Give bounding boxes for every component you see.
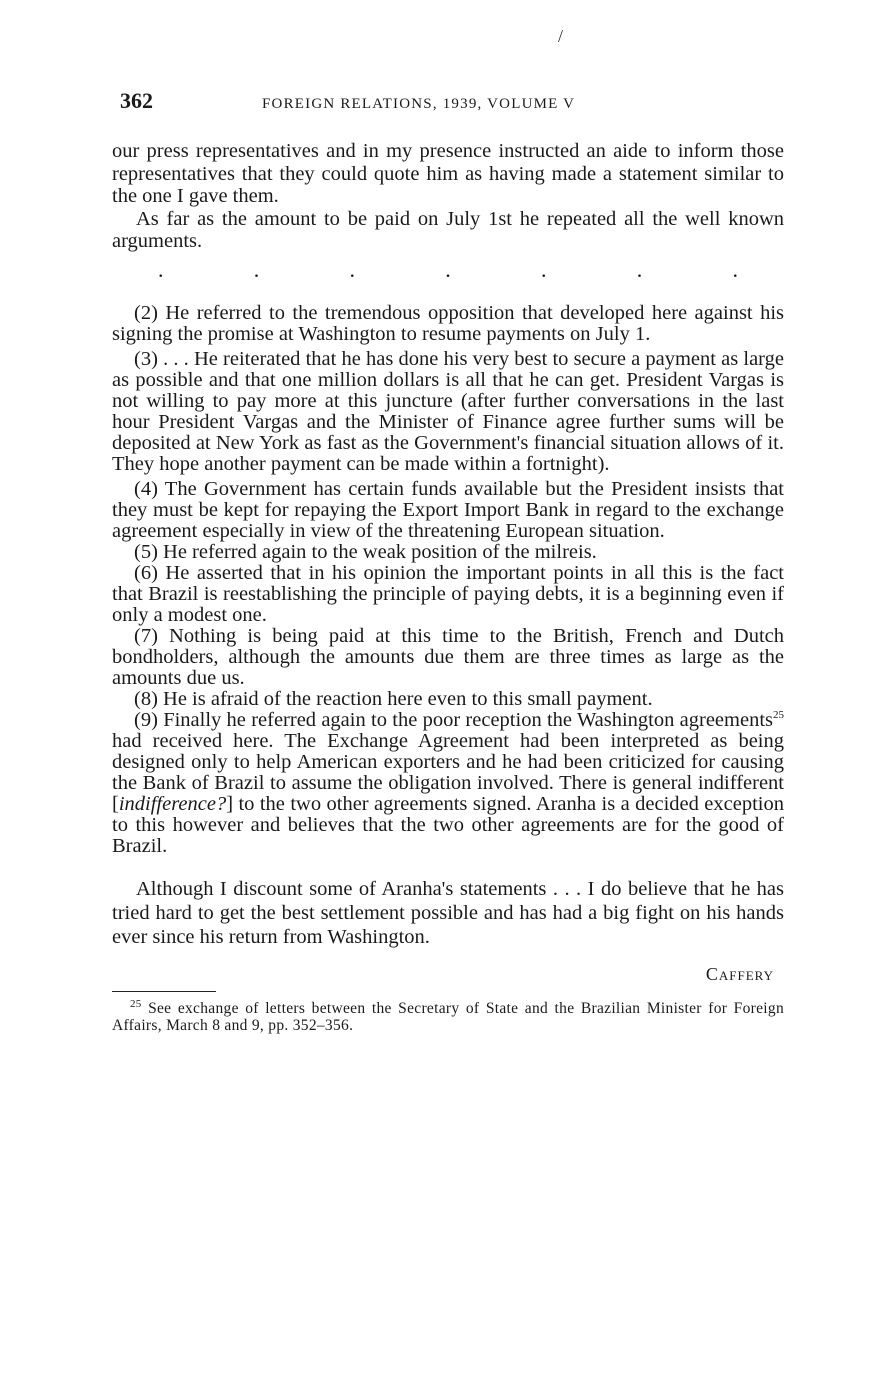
point-2: (2) He referred to the tremendous opposition that developed here against his signing the promise at Washington to resume payments on July 1. [112, 301, 784, 345]
body-text [112, 140, 784, 1034]
ellipsis-dot: . [541, 256, 547, 282]
point-8: (8) He is afraid of the reaction here even to this small payment. [134, 687, 653, 710]
page-number: 362 [120, 88, 153, 113]
editorial-insertion: indifference? [118, 792, 227, 815]
ellipsis-dot: . [636, 256, 643, 282]
point-9-text-b: had received here. The Exchange Agreement had been interpreted as being designed only to help American exporters and he had been criticized for causing the Bank of Brazil to assume the obligation involved. There is general indifferent [ [112, 729, 784, 815]
ellipsis-dot: . [445, 256, 451, 282]
quoted-points [112, 303, 784, 857]
point-9-text-c: ] to the two other agreements signed. Aranha is a decided exception to this however and believes that the two other agreements are for the good of Brazil. [112, 792, 784, 857]
paragraph-opening: our press representatives and in my presence instructed an aide to inform those representatives that they could quote him as having made a statement similar to the one I gave them. [112, 140, 784, 207]
paragraph-arguments: As far as the amount to be paid on July 1st he repeated all the well known arguments. [112, 207, 784, 252]
point-9 [112, 710, 784, 857]
ellipsis-dot: . [158, 256, 164, 282]
ellipsis-dot: . [253, 256, 260, 282]
footnote-reference: 25 [773, 708, 784, 721]
ellipsis-dot: . [732, 256, 738, 282]
paragraph-closing: Although I discount some of Aranha's statements . . . I do believe that he has tried hard to get the best settlement possible and has had a big fight on his hands ever since his return from Washington. [112, 877, 784, 948]
point-4: (4) The Government has certain funds available but the President insists that they must be kept for repaying the Export Import Bank in regard to the exchange agreement especially in view of the threatening European situation. [112, 477, 784, 542]
point-5: (5) He referred again to the weak position of the milreis. [134, 540, 597, 563]
running-head: FOREIGN RELATIONS, 1939, VOLUME V [262, 96, 576, 112]
margin-mark: / [558, 26, 564, 46]
ellipsis-row [158, 256, 738, 282]
footnote [112, 997, 784, 1034]
footnote-divider [112, 991, 216, 992]
footnote-number: 25 [130, 997, 142, 1010]
point-3: (3) . . . He reiterated that he has done his very best to secure a payment as large as possible and that one million dollars is all that he can get. President Vargas is not willing to pay more at this juncture (after further conversations in the last hour President Vargas and the Minister of Finance agree further sums will be deposited at New York as fast as the Government's financial situation allows of it. They hope another payment can be made within a fortnight). [112, 347, 784, 475]
point-6: (6) He asserted that in his opinion the important points in all this is the fact that Brazil is reestablishing the principle of paying debts, it is a beginning even if only a modest one. [112, 561, 784, 626]
footnote-text: See exchange of letters between the Secretary of State and the Brazilian Minister for Foreign Affairs, March 8 and 9, pp. 352–356. [112, 1000, 784, 1034]
page-header [120, 88, 790, 118]
signature: Caffery [705, 963, 774, 984]
point-9-text-a: (9) Finally he referred again to the poor reception the Washington agreements [134, 708, 773, 731]
point-7: (7) Nothing is being paid at this time to the British, French and Dutch bondholders, although the amounts due them are three times as large as the amounts due us. [112, 624, 784, 689]
ellipsis-dot: . [349, 256, 355, 282]
